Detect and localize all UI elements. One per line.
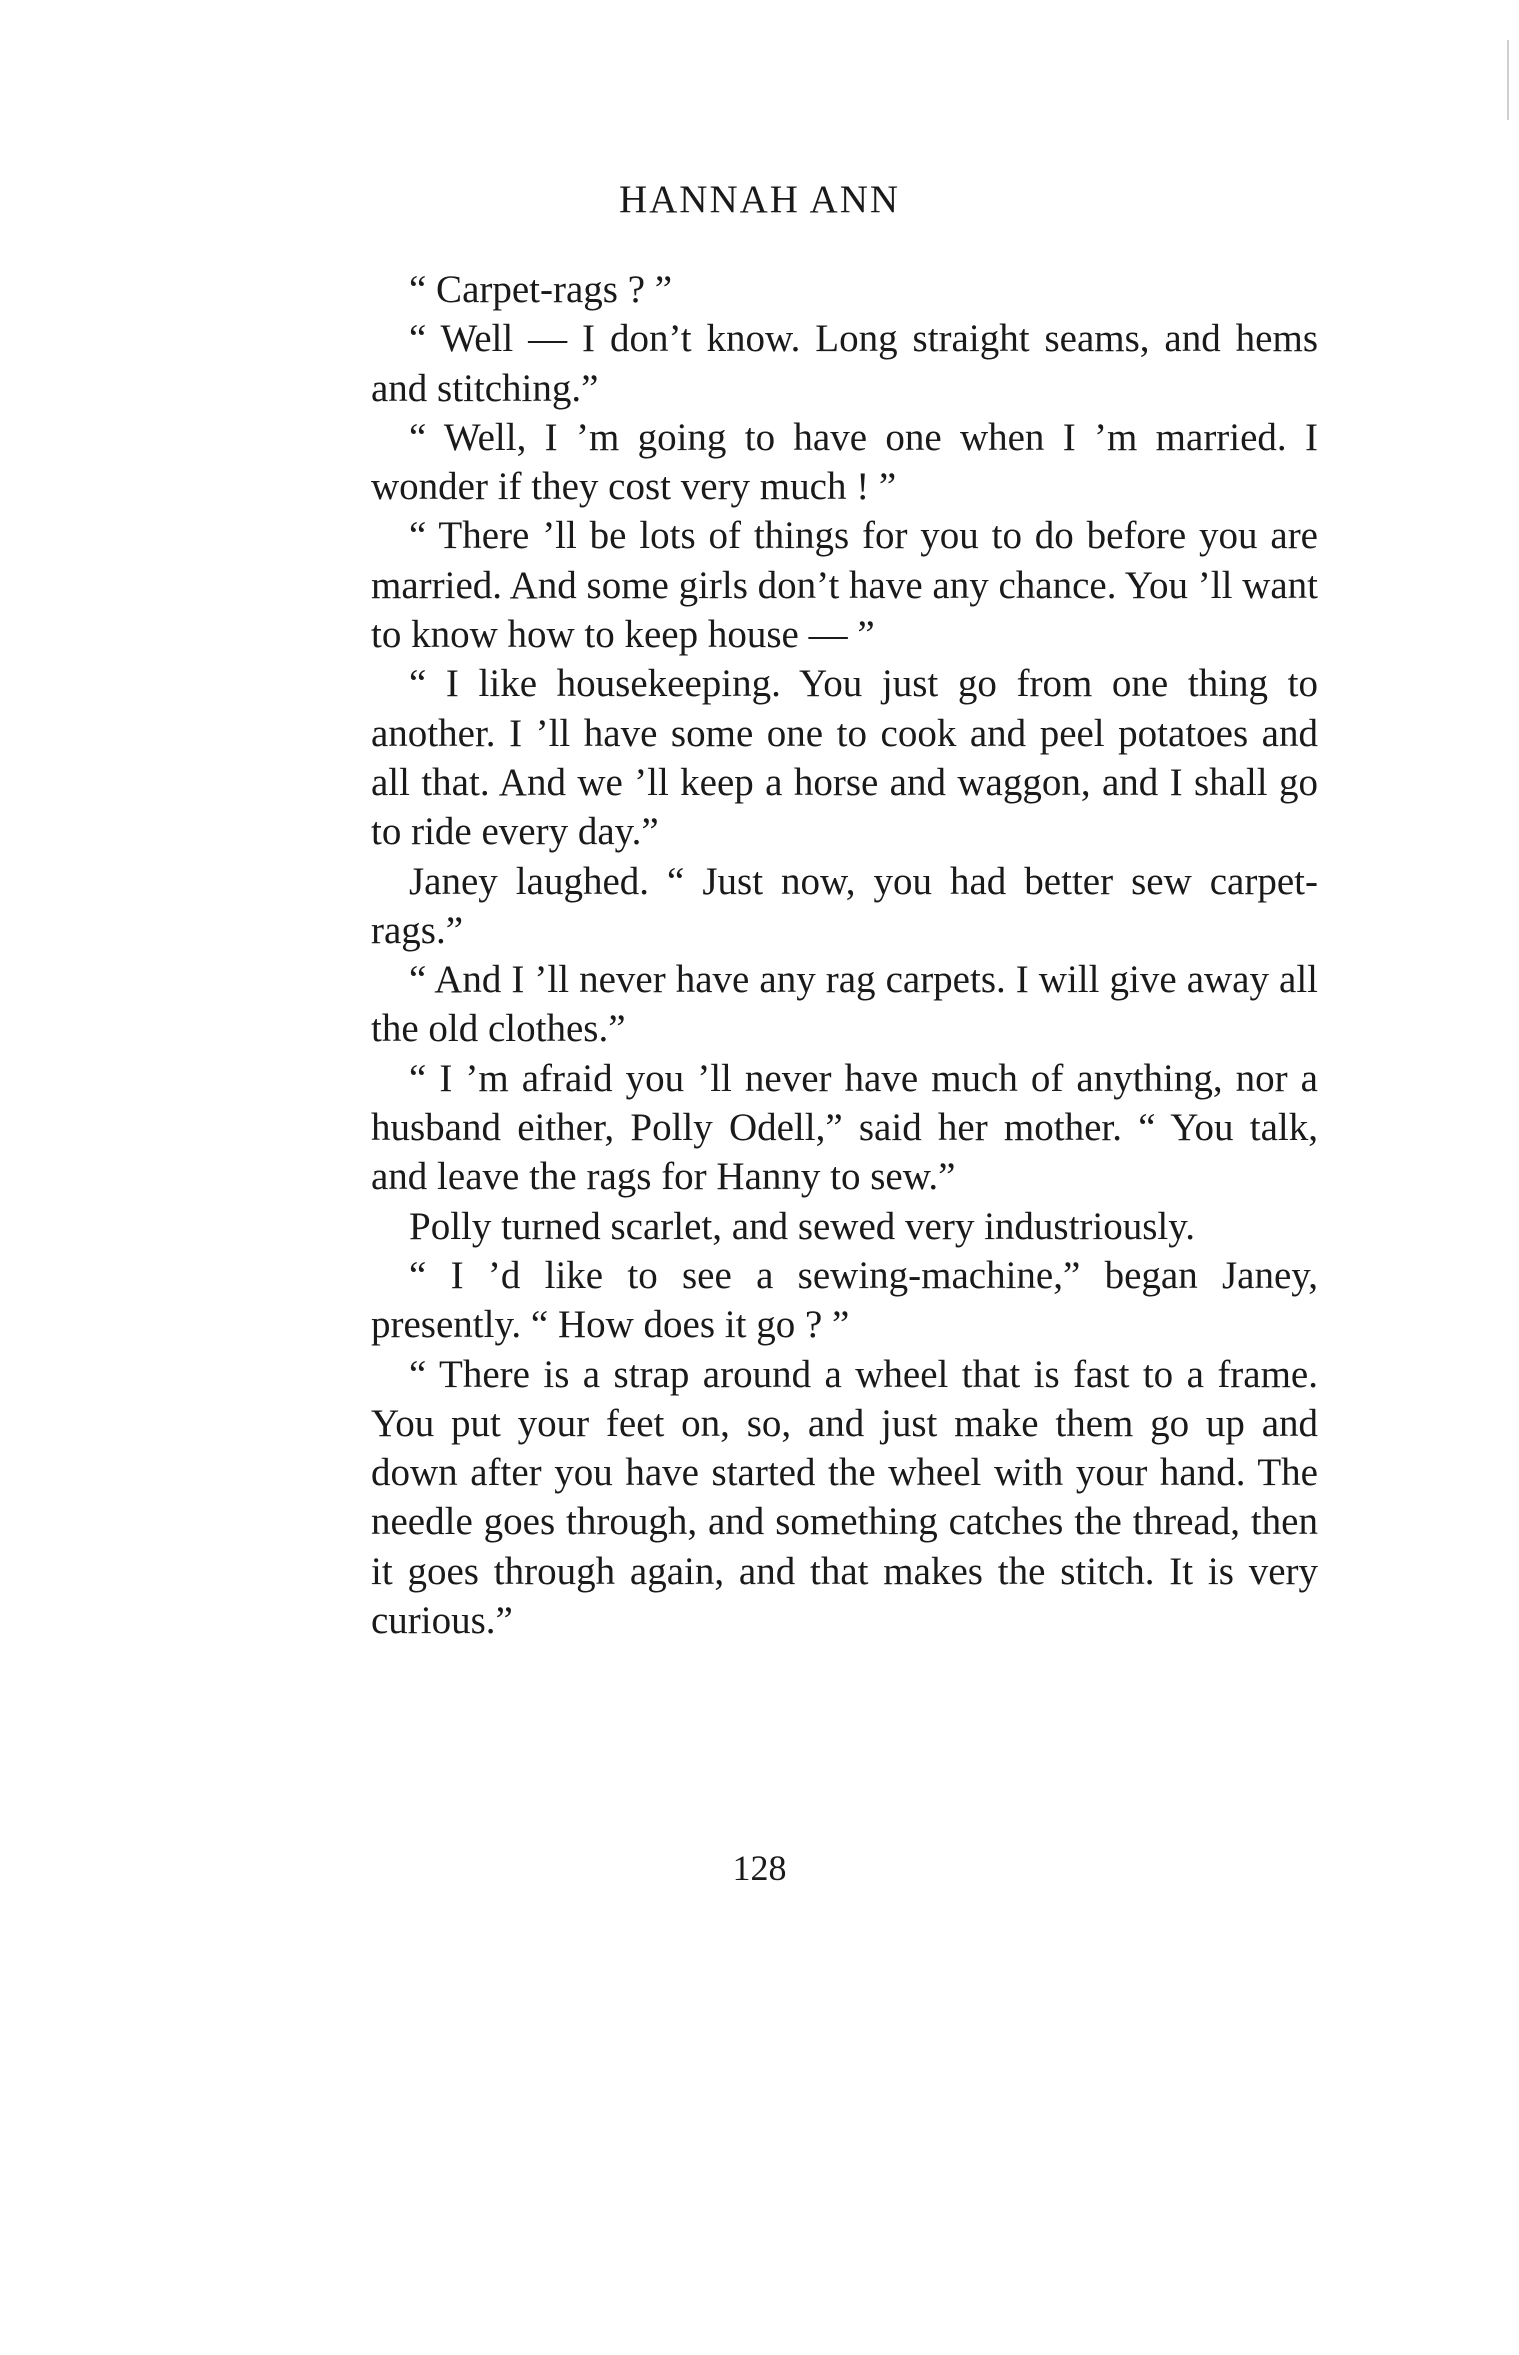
paragraph: “ Carpet-rags ? ” xyxy=(409,268,673,311)
paragraph: “ I ’d like to see a sewing-machine,” began Janey, presently. “ How does it go ? ” xyxy=(371,1253,1318,1347)
paragraph: “ Well, I ’m going to have one when I ’m married. I wonder if they cost very much ! ” xyxy=(371,415,1318,509)
paragraph: “ There is a strap around a wheel that is fast to a frame. You put your feet on, so, and just make them go up and down after you have started the wheel with your hand. The needle goes through, and something catches the thread, then it goes through again, and that makes the stitch. It is very curious.” xyxy=(371,1352,1318,1643)
paragraph: “ I like housekeeping. You just go from one thing to another. I ’ll have some one to cook and peel potatoes and all that. And we ’ll keep a horse and waggon, and I shall go to ride every day.” xyxy=(371,662,1318,854)
scan-margin-mark xyxy=(1507,40,1509,120)
paragraph: “ I ’m afraid you ’ll never have much of anything, nor a husband either, Polly Odell,” said her mother. “ You talk, and leave the rags for Hanny to sew.” xyxy=(371,1056,1318,1199)
paragraph: Janey laughed. “ Just now, you had better sew carpet-rags.” xyxy=(371,859,1318,952)
page-number: 128 xyxy=(732,1848,787,1888)
paragraph: “ Well — I don’t know. Long straight seams, and hems and stitching.” xyxy=(371,317,1318,410)
paragraph: Polly turned scarlet, and sewed very industriously. xyxy=(409,1204,1195,1248)
running-head: HANNAH ANN xyxy=(618,178,901,221)
paragraph: “ There ’ll be lots of things for you to do before you are married. And some girls don’t have any chance. You ’ll want to know how to keep house — ” xyxy=(371,514,1319,657)
body-text xyxy=(371,265,1318,1645)
paragraph: “ And I ’ll never have any rag carpets. I will give away all the old clothes.” xyxy=(371,958,1318,1051)
